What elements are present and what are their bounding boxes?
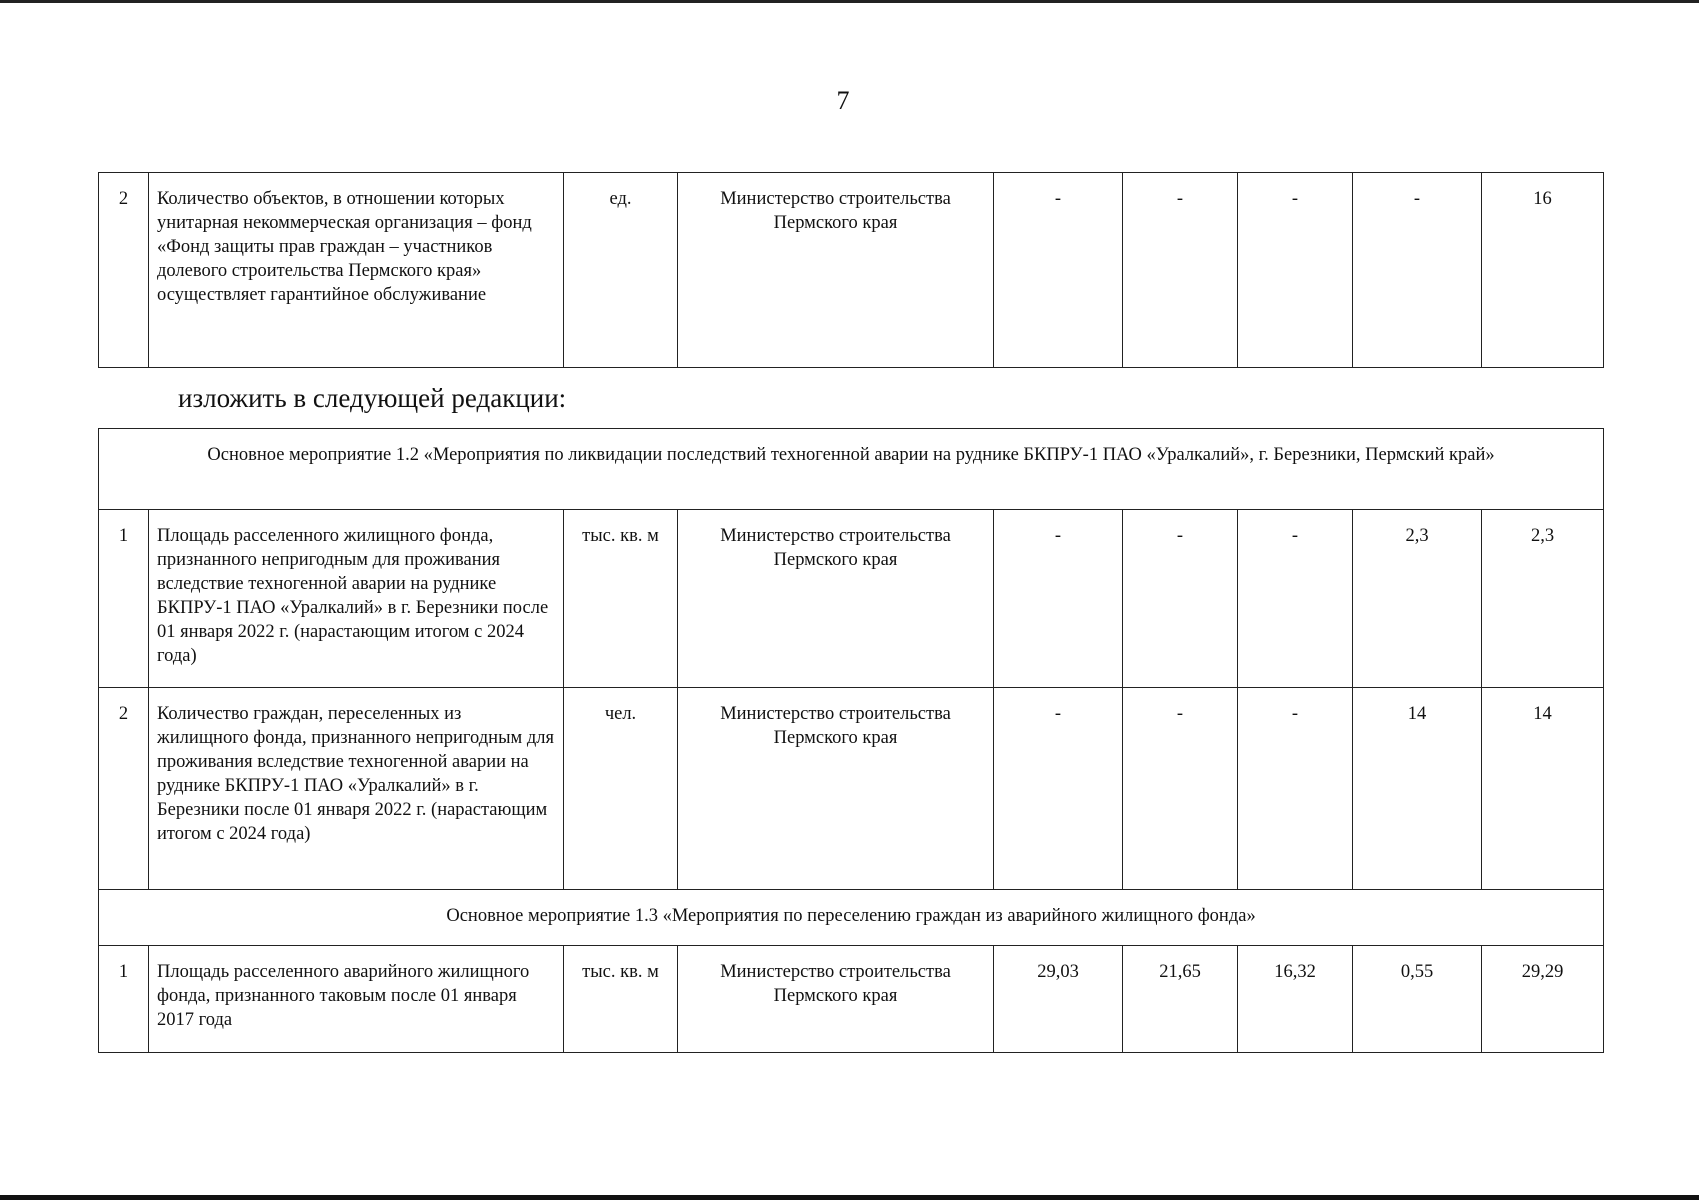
table-row xyxy=(99,510,1604,688)
value-cell: - xyxy=(1123,173,1238,368)
value-cell: - xyxy=(1123,510,1238,688)
value-cell: - xyxy=(994,173,1123,368)
value-cell: 2,3 xyxy=(1353,510,1482,688)
table-row xyxy=(99,173,1604,368)
section-title-1-3: Основное мероприятие 1.3 «Мероприятия по переселению граждан из аварийного жилищного фонда» xyxy=(99,890,1604,946)
value-cell: - xyxy=(1123,688,1238,890)
scan-top-edge xyxy=(0,0,1699,3)
value-cell: 29,03 xyxy=(994,946,1123,1053)
unit-of-measure: ед. xyxy=(564,173,678,368)
table-row xyxy=(99,688,1604,890)
responsible-org: Министерство строительства Пермского края xyxy=(678,688,994,890)
page-number: 7 xyxy=(836,86,850,115)
value-cell: 21,65 xyxy=(1123,946,1238,1053)
value-cell: - xyxy=(1353,173,1482,368)
value-cell: 29,29 xyxy=(1482,946,1604,1053)
row-number: 1 xyxy=(99,946,149,1053)
value-cell: 14 xyxy=(1482,688,1604,890)
value-cell: 14 xyxy=(1353,688,1482,890)
new-indicators-table xyxy=(98,428,1604,1053)
indicator-name: Площадь расселенного аварийного жилищного фонда, признанного таковым после 01 января 2017 года xyxy=(149,946,564,1053)
value-cell: 2,3 xyxy=(1482,510,1604,688)
section-header-row xyxy=(99,429,1604,510)
responsible-org: Министерство строительства Пермского края xyxy=(678,173,994,368)
responsible-org: Министерство строительства Пермского края xyxy=(678,510,994,688)
table-row xyxy=(99,946,1604,1053)
section-header-row xyxy=(99,890,1604,946)
value-cell: - xyxy=(1238,688,1353,890)
scan-bottom-edge xyxy=(0,1195,1699,1200)
indicator-name: Количество граждан, переселенных из жилищного фонда, признанного непригодным для проживания вследствие техногенной аварии на руднике БКПРУ-1 ПАО «Уралкалий» в г. Березники после 01 января 2022 г. (нарастающим итогом с 2024 года) xyxy=(149,688,564,890)
value-cell: - xyxy=(994,688,1123,890)
section-title-1-2: Основное мероприятие 1.2 «Мероприятия по ликвидации последствий техногенной аварии на руднике БКПРУ-1 ПАО «Уралкалий», г. Березники, Пермский край» xyxy=(99,429,1604,510)
old-indicators-table xyxy=(98,172,1604,368)
row-number: 2 xyxy=(99,688,149,890)
row-number: 1 xyxy=(99,510,149,688)
indicator-name: Количество объектов, в отношении которых унитарная некоммерческая организация – фонд «Фонд защиты прав граждан – участников долевого строительства Пермского края» осуществляет гарантийное обслуживание xyxy=(149,173,564,368)
responsible-org: Министерство строительства Пермского края xyxy=(678,946,994,1053)
intro-text: изложить в следующей редакции: xyxy=(178,383,567,413)
unit-of-measure: чел. xyxy=(564,688,678,890)
value-cell: 16,32 xyxy=(1238,946,1353,1053)
value-cell: 0,55 xyxy=(1353,946,1482,1053)
unit-of-measure: тыс. кв. м xyxy=(564,510,678,688)
unit-of-measure: тыс. кв. м xyxy=(564,946,678,1053)
row-number: 2 xyxy=(99,173,149,368)
value-cell: - xyxy=(1238,510,1353,688)
value-cell: - xyxy=(1238,173,1353,368)
indicator-name: Площадь расселенного жилищного фонда, признанного непригодным для проживания вследствие техногенной аварии на руднике БКПРУ-1 ПАО «Уралкалий» в г. Березники после 01 января 2022 г. (нарастающим итогом с 2024 года) xyxy=(149,510,564,688)
value-cell: - xyxy=(994,510,1123,688)
value-cell: 16 xyxy=(1482,173,1604,368)
